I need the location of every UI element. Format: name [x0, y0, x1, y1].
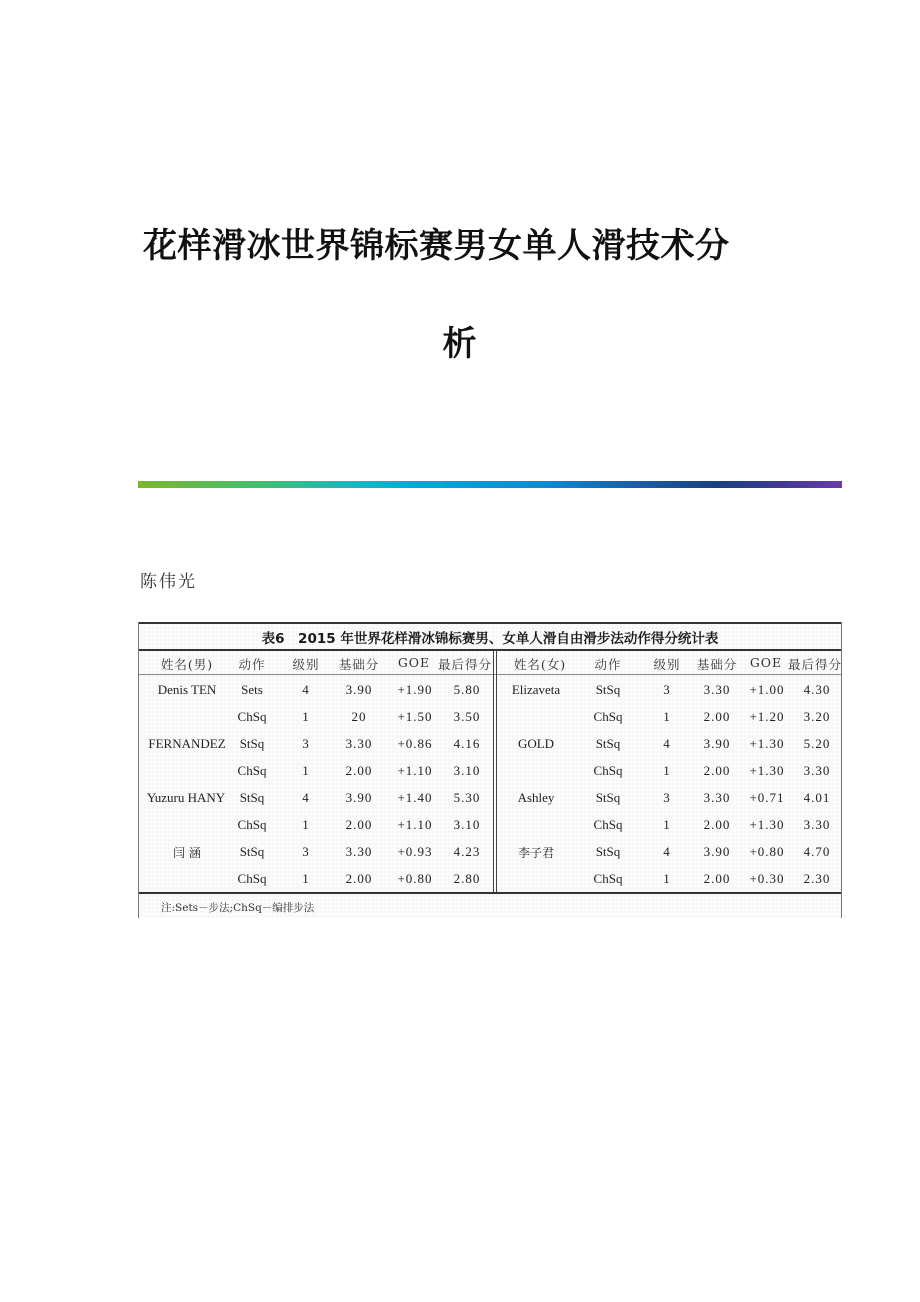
header-name-men: 姓名(男)	[160, 657, 214, 672]
final-score: 4.01	[803, 790, 831, 805]
level: 1	[302, 709, 310, 724]
level: 1	[302, 871, 310, 886]
element-code: ChSq	[593, 763, 623, 778]
gradient-divider	[138, 481, 842, 488]
document-title-line-2: 析	[442, 324, 478, 364]
level: 3	[663, 682, 671, 697]
score-table-figure	[138, 622, 842, 918]
base-value: 2.00	[703, 709, 731, 724]
header-final-score: 最后得分	[437, 657, 492, 672]
table-header-rule	[139, 649, 841, 651]
base-value: 3.30	[345, 844, 373, 859]
element-code: StSq	[239, 790, 265, 805]
final-score: 2.80	[453, 871, 481, 886]
base-value: 2.00	[703, 817, 731, 832]
element-code: StSq	[595, 844, 621, 859]
element-code: ChSq	[593, 817, 623, 832]
goe: +0.86	[397, 736, 433, 751]
level: 4	[663, 736, 671, 751]
element-code: StSq	[239, 736, 265, 751]
table-footnote: 注:Sets－步法;ChSq－编排步法	[161, 902, 315, 914]
final-score: 3.20	[803, 709, 831, 724]
document-title-line-1: 花样滑冰世界锦标赛男女单人滑技术分	[143, 226, 730, 266]
base-value: 2.00	[345, 817, 373, 832]
header-goe: GOE	[397, 655, 431, 670]
element-code: ChSq	[237, 871, 267, 886]
final-score: 3.10	[453, 817, 481, 832]
element-code: StSq	[239, 844, 265, 859]
level: 1	[302, 817, 310, 832]
header-level: 级别	[653, 657, 681, 672]
element-code: StSq	[595, 682, 621, 697]
final-score: 3.10	[453, 763, 481, 778]
header-base-value: 基础分	[696, 657, 738, 672]
header-final-score: 最后得分	[787, 657, 842, 672]
table-caption: 表6 2015 年世界花样滑冰锦标赛男、女单人滑自由滑步法动作得分统计表	[261, 631, 719, 647]
table-subheader-rule	[139, 674, 841, 675]
element-code: StSq	[595, 736, 621, 751]
element-code: ChSq	[593, 709, 623, 724]
skater-name: Ashley	[517, 790, 555, 805]
table-top-rule	[139, 622, 841, 624]
header-goe: GOE	[749, 655, 783, 670]
header-name-women: 姓名(女)	[513, 657, 567, 672]
base-value: 3.90	[703, 736, 731, 751]
goe: +0.80	[749, 844, 785, 859]
base-value: 2.00	[345, 763, 373, 778]
skater-name: 李子君	[517, 846, 554, 860]
header-base-value: 基础分	[338, 657, 380, 672]
final-score: 5.30	[453, 790, 481, 805]
level: 1	[663, 871, 671, 886]
skater-name: GOLD	[517, 736, 555, 751]
final-score: 3.50	[453, 709, 481, 724]
goe: +0.30	[749, 871, 785, 886]
final-score: 5.80	[453, 682, 481, 697]
author-name: 陈伟光	[140, 572, 197, 592]
goe: +1.90	[397, 682, 433, 697]
base-value: 3.90	[345, 790, 373, 805]
level: 3	[663, 790, 671, 805]
final-score: 4.30	[803, 682, 831, 697]
goe: +1.30	[749, 763, 785, 778]
base-value: 3.90	[345, 682, 373, 697]
element-code: Sets	[241, 682, 263, 697]
base-value: 3.90	[703, 844, 731, 859]
goe: +0.93	[397, 844, 433, 859]
element-code: ChSq	[237, 709, 267, 724]
final-score: 4.23	[453, 844, 481, 859]
level: 4	[302, 682, 310, 697]
base-value: 2.00	[345, 871, 373, 886]
final-score: 4.16	[453, 736, 481, 751]
goe: +1.30	[749, 736, 785, 751]
level: 4	[302, 790, 310, 805]
base-value: 3.30	[703, 790, 731, 805]
level: 1	[663, 817, 671, 832]
final-score: 3.30	[803, 763, 831, 778]
base-value: 20	[351, 709, 367, 724]
goe: +0.80	[397, 871, 433, 886]
element-code: StSq	[595, 790, 621, 805]
final-score: 2.30	[803, 871, 831, 886]
base-value: 3.30	[703, 682, 731, 697]
goe: +1.50	[397, 709, 433, 724]
goe: +0.71	[749, 790, 785, 805]
table-bottom-rule	[139, 892, 841, 894]
goe: +1.10	[397, 763, 433, 778]
level: 3	[302, 844, 310, 859]
base-value: 2.00	[703, 763, 731, 778]
skater-name: 闫 涵	[173, 846, 201, 860]
header-element: 动作	[238, 657, 266, 672]
final-score: 3.30	[803, 817, 831, 832]
base-value: 3.30	[345, 736, 373, 751]
goe: +1.30	[749, 817, 785, 832]
level: 1	[302, 763, 310, 778]
base-value: 2.00	[703, 871, 731, 886]
goe: +1.40	[397, 790, 433, 805]
level: 3	[302, 736, 310, 751]
skater-name: Yuzuru HANY	[146, 790, 226, 805]
header-level: 级别	[292, 657, 320, 672]
skater-name: FERNANDEZ	[148, 736, 226, 751]
final-score: 4.70	[803, 844, 831, 859]
element-code: ChSq	[237, 763, 267, 778]
goe: +1.10	[397, 817, 433, 832]
element-code: ChSq	[237, 817, 267, 832]
level: 1	[663, 709, 671, 724]
final-score: 5.20	[803, 736, 831, 751]
level: 4	[663, 844, 671, 859]
skater-name: Denis TEN	[157, 682, 217, 697]
element-code: ChSq	[593, 871, 623, 886]
header-element: 动作	[594, 657, 622, 672]
skater-name: Elizaveta	[511, 682, 561, 697]
table-double-divider	[493, 650, 497, 892]
goe: +1.00	[749, 682, 785, 697]
goe: +1.20	[749, 709, 785, 724]
level: 1	[663, 763, 671, 778]
